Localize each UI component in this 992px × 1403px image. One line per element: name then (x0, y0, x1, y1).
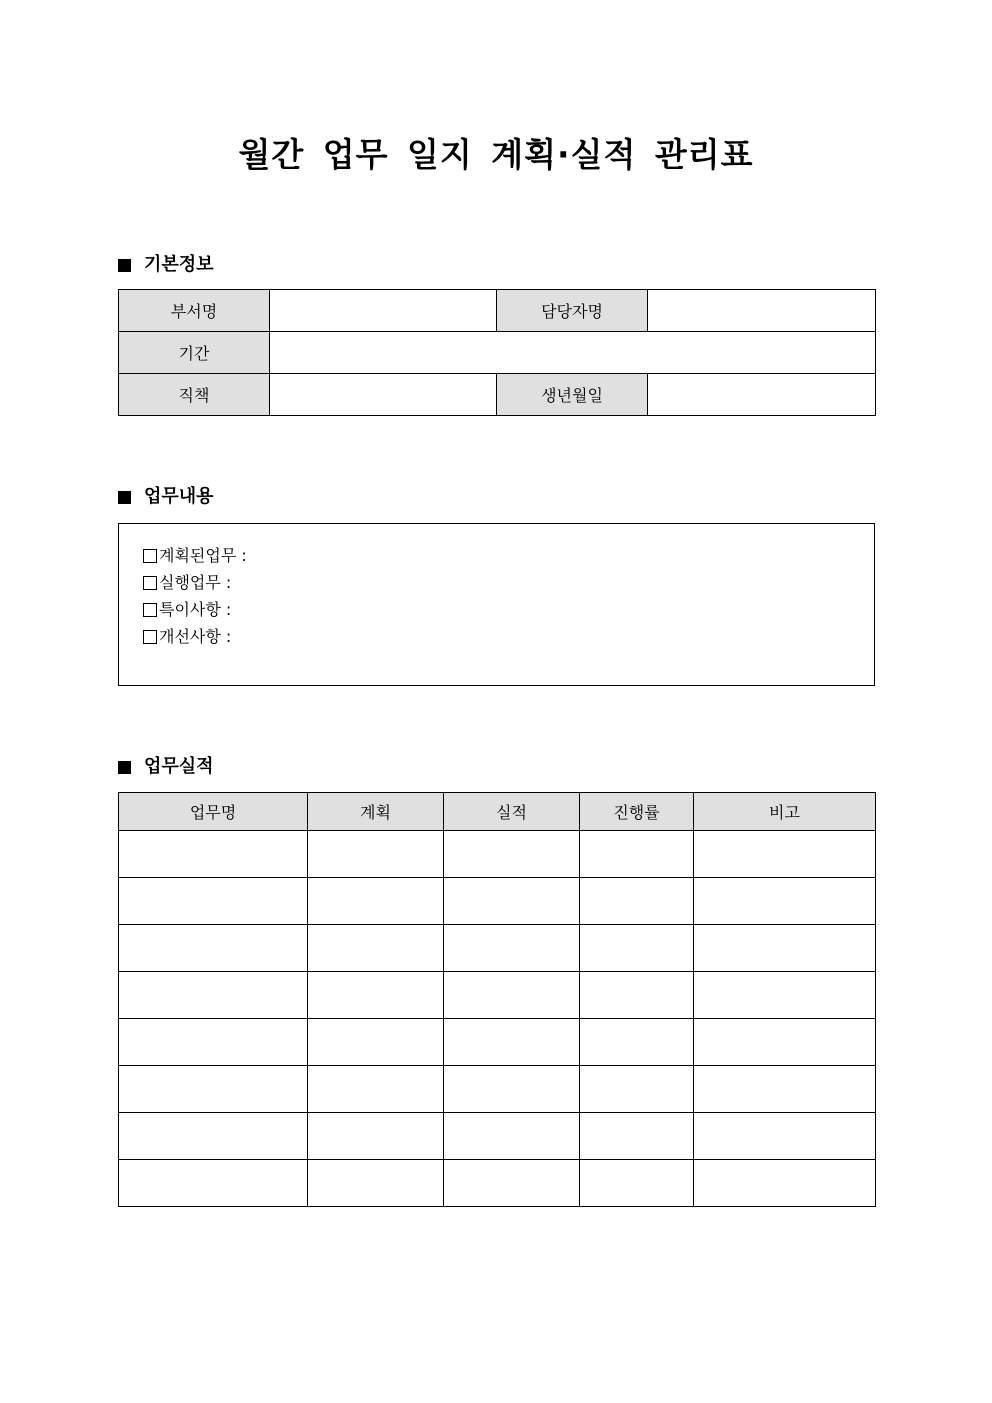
remarks-cell[interactable] (694, 1019, 876, 1066)
column-header-plan: 계획 (308, 793, 444, 831)
remarks-cell[interactable] (694, 878, 876, 925)
column-header-task-name: 업무명 (119, 793, 308, 831)
plan-cell[interactable] (308, 925, 444, 972)
remarks-cell[interactable] (694, 1160, 876, 1207)
department-label: 부서명 (119, 290, 270, 332)
executed-work-label: 실행업무 : (159, 573, 232, 592)
special-notes-item[interactable] (143, 596, 247, 623)
task-name-cell[interactable] (119, 972, 308, 1019)
plan-cell[interactable] (308, 831, 444, 878)
progress-cell[interactable] (580, 1113, 694, 1160)
period-label: 기간 (119, 332, 270, 374)
table-header-row (119, 793, 876, 831)
plan-cell[interactable] (308, 1113, 444, 1160)
square-bullet-icon (118, 259, 131, 272)
result-cell[interactable] (444, 1160, 580, 1207)
table-row (119, 374, 876, 416)
basic-info-table (118, 289, 876, 416)
progress-cell[interactable] (580, 878, 694, 925)
department-field[interactable] (270, 290, 497, 332)
progress-cell[interactable] (580, 831, 694, 878)
result-cell[interactable] (444, 1066, 580, 1113)
plan-cell[interactable] (308, 972, 444, 1019)
checkbox-icon[interactable] (143, 603, 157, 617)
position-label: 직책 (119, 374, 270, 416)
birthdate-field[interactable] (648, 374, 876, 416)
column-header-result: 실적 (444, 793, 580, 831)
result-cell[interactable] (444, 925, 580, 972)
plan-cell[interactable] (308, 1019, 444, 1066)
section-heading-work-content (118, 485, 214, 509)
special-notes-label: 특이사항 : (159, 600, 232, 619)
square-bullet-icon (118, 491, 131, 504)
executed-work-item[interactable] (143, 569, 247, 596)
manager-label: 담당자명 (497, 290, 648, 332)
planned-work-label: 계획된업무 : (159, 546, 247, 565)
section-heading-label: 업무실적 (144, 756, 214, 777)
result-cell[interactable] (444, 831, 580, 878)
position-field[interactable] (270, 374, 497, 416)
remarks-cell[interactable] (694, 972, 876, 1019)
result-cell[interactable] (444, 1113, 580, 1160)
remarks-cell[interactable] (694, 1113, 876, 1160)
birthdate-label: 생년월일 (497, 374, 648, 416)
manager-field[interactable] (648, 290, 876, 332)
task-name-cell[interactable] (119, 878, 308, 925)
period-field[interactable] (270, 332, 876, 374)
column-header-progress: 진행률 (580, 793, 694, 831)
checkbox-icon[interactable] (143, 630, 157, 644)
section-heading-basic-info (118, 253, 214, 277)
progress-cell[interactable] (580, 1066, 694, 1113)
result-cell[interactable] (444, 878, 580, 925)
task-name-cell[interactable] (119, 1066, 308, 1113)
task-name-cell[interactable] (119, 831, 308, 878)
plan-cell[interactable] (308, 1160, 444, 1207)
remarks-cell[interactable] (694, 925, 876, 972)
table-row (119, 1066, 876, 1113)
progress-cell[interactable] (580, 1160, 694, 1207)
checkbox-icon[interactable] (143, 576, 157, 590)
checkbox-icon[interactable] (143, 549, 157, 563)
planned-work-item[interactable] (143, 542, 247, 569)
section-heading-performance (118, 755, 214, 779)
performance-table (118, 792, 876, 1207)
table-row (119, 925, 876, 972)
square-bullet-icon (118, 761, 131, 774)
table-row (119, 1019, 876, 1066)
task-name-cell[interactable] (119, 1019, 308, 1066)
table-row (119, 878, 876, 925)
result-cell[interactable] (444, 972, 580, 1019)
result-cell[interactable] (444, 1019, 580, 1066)
column-header-remarks: 비고 (694, 793, 876, 831)
task-name-cell[interactable] (119, 1160, 308, 1207)
task-name-cell[interactable] (119, 1113, 308, 1160)
table-row (119, 831, 876, 878)
progress-cell[interactable] (580, 925, 694, 972)
plan-cell[interactable] (308, 878, 444, 925)
table-row (119, 1160, 876, 1207)
table-row (119, 1113, 876, 1160)
work-content-list (143, 542, 247, 650)
remarks-cell[interactable] (694, 1066, 876, 1113)
table-row (119, 972, 876, 1019)
task-name-cell[interactable] (119, 925, 308, 972)
plan-cell[interactable] (308, 1066, 444, 1113)
progress-cell[interactable] (580, 972, 694, 1019)
improvements-label: 개선사항 : (159, 627, 232, 646)
section-heading-label: 업무내용 (144, 486, 214, 507)
document-title: 월간 업무 일지 계획·실적 관리표 (238, 135, 754, 174)
table-row (119, 290, 876, 332)
section-heading-label: 기본정보 (144, 254, 214, 275)
progress-cell[interactable] (580, 1019, 694, 1066)
remarks-cell[interactable] (694, 831, 876, 878)
work-content-box (118, 523, 875, 686)
table-row (119, 332, 876, 374)
improvements-item[interactable] (143, 623, 247, 650)
